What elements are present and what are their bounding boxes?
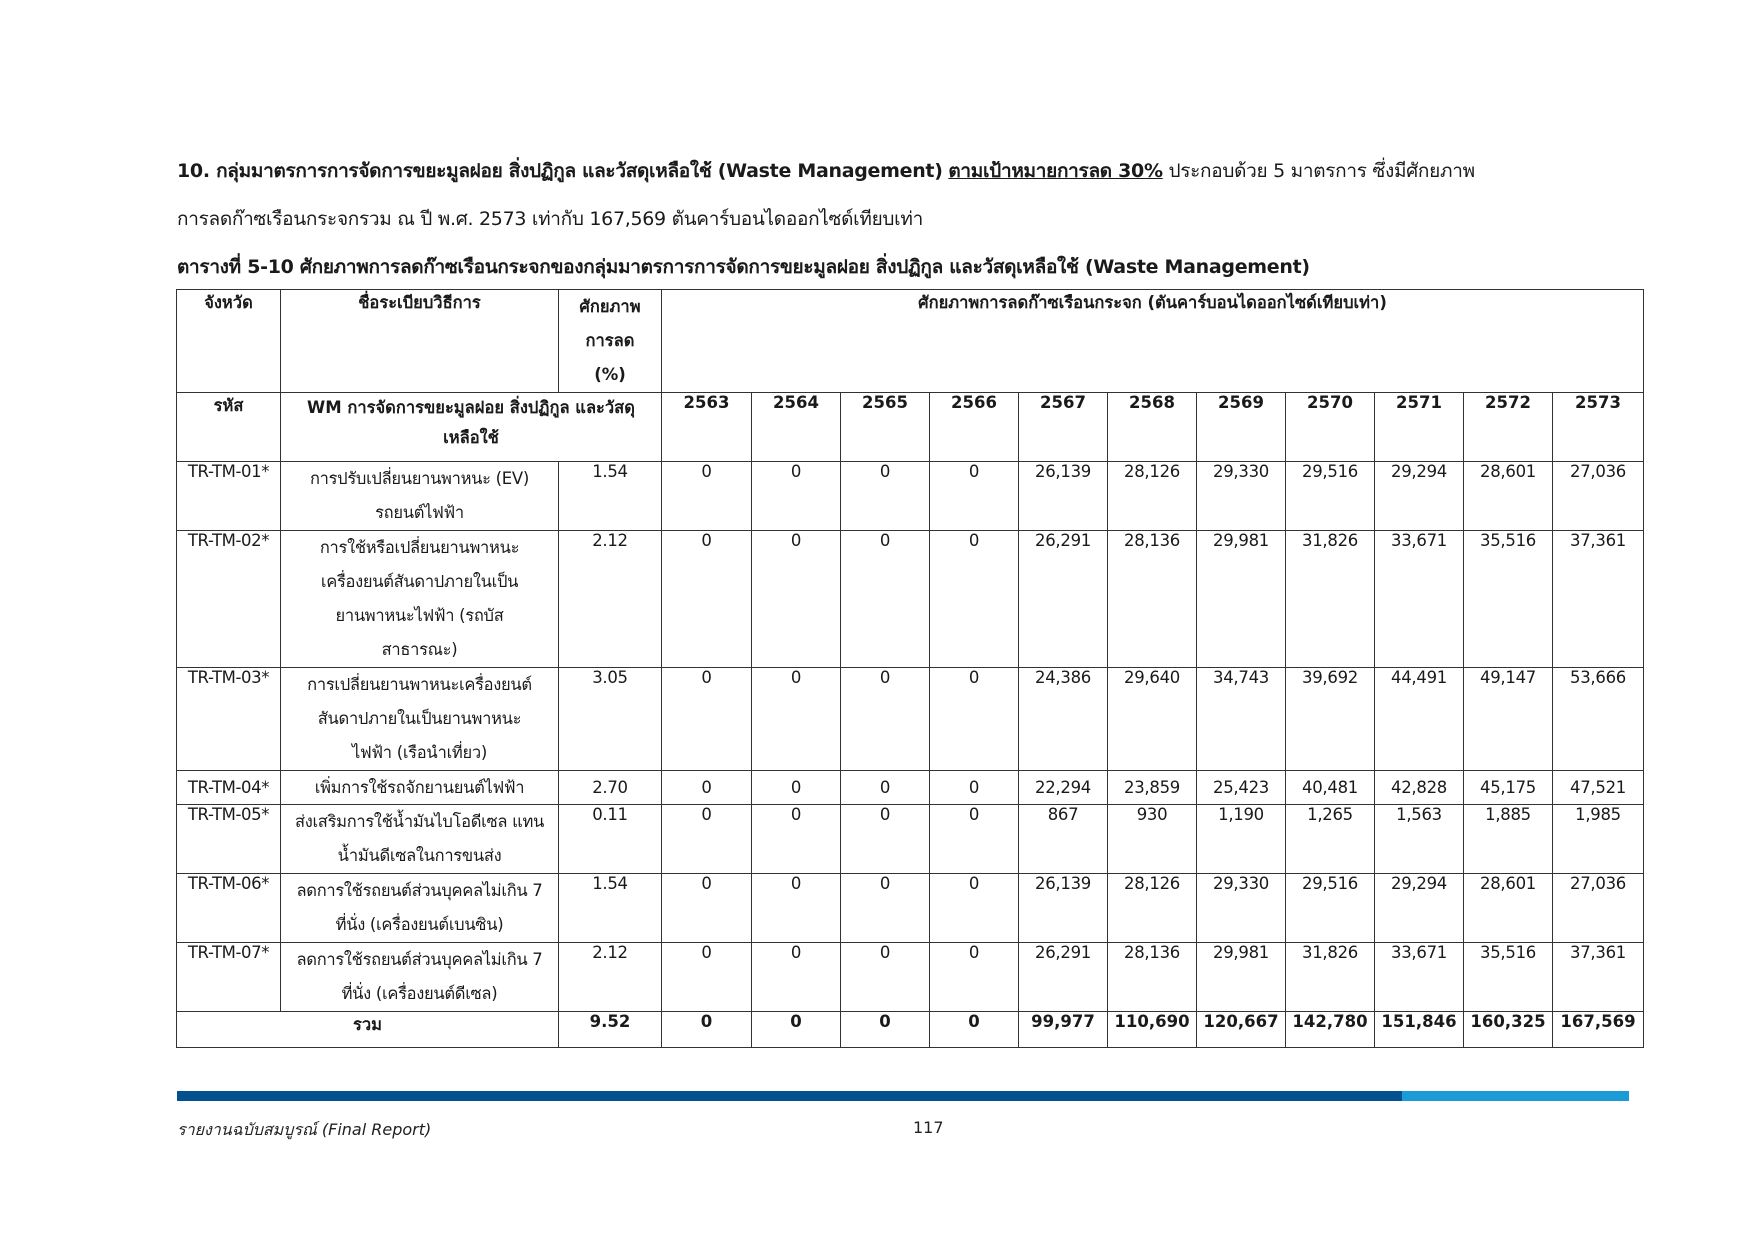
row-method-name [281, 943, 559, 1012]
row-percent: 2.70 [559, 771, 662, 805]
row-value: 867 [1019, 805, 1108, 874]
row-value: 28,136 [1108, 943, 1197, 1012]
row-value: 44,491 [1375, 668, 1464, 771]
footer-bar-dark [177, 1091, 1402, 1101]
header-potential-line1: ศักยภาพ [579, 297, 641, 316]
row-value: 34,743 [1197, 668, 1286, 771]
row-value: 27,036 [1553, 462, 1644, 531]
row-value: 0 [930, 668, 1019, 771]
row-method-name-line: สาธารณะ) [381, 640, 458, 659]
row-value: 47,521 [1553, 771, 1644, 805]
row-method-name [281, 531, 559, 668]
total-value: 160,325 [1464, 1012, 1553, 1048]
page-number: 117 [913, 1118, 944, 1137]
table-row [177, 771, 1644, 805]
total-value: 0 [752, 1012, 841, 1048]
table-row [177, 531, 1644, 668]
header-group [281, 393, 662, 462]
row-value: 1,265 [1286, 805, 1375, 874]
total-value: 99,977 [1019, 1012, 1108, 1048]
row-value: 28,601 [1464, 874, 1553, 943]
row-value: 0 [752, 771, 841, 805]
header-year: 2572 [1464, 393, 1553, 462]
row-value: 0 [841, 668, 930, 771]
row-value: 0 [841, 462, 930, 531]
row-value: 0 [930, 874, 1019, 943]
header-potential-line2: การลด [585, 331, 635, 350]
footer-bar-light [1402, 1091, 1629, 1101]
row-value: 39,692 [1286, 668, 1375, 771]
row-value: 26,139 [1019, 462, 1108, 531]
row-value: 29,516 [1286, 874, 1375, 943]
row-code: TR-TM-04* [177, 771, 281, 805]
header-code: รหัส [177, 393, 281, 462]
row-method-name-line: ลดการใช้รถยนต์ส่วนบุคคลไม่เกิน 7 [296, 950, 543, 969]
row-value: 0 [752, 874, 841, 943]
row-code: TR-TM-03* [177, 668, 281, 771]
row-value: 22,294 [1019, 771, 1108, 805]
row-value: 29,981 [1197, 943, 1286, 1012]
row-value: 31,826 [1286, 531, 1375, 668]
header-year: 2568 [1108, 393, 1197, 462]
row-value: 26,291 [1019, 531, 1108, 668]
header-year: 2569 [1197, 393, 1286, 462]
row-value: 28,126 [1108, 462, 1197, 531]
row-value: 0 [752, 668, 841, 771]
total-percent: 9.52 [559, 1012, 662, 1048]
intro-suffix: ประกอบด้วย 5 มาตรการ ซึ่งมีศักยภาพ [1168, 160, 1475, 182]
row-value: 37,361 [1553, 943, 1644, 1012]
row-method-name-line: ยานพาหนะไฟฟ้า (รถบัส [335, 606, 504, 625]
row-value: 1,885 [1464, 805, 1553, 874]
row-value: 0 [662, 771, 752, 805]
header-year: 2564 [752, 393, 841, 462]
total-value: 0 [930, 1012, 1019, 1048]
row-value: 0 [662, 874, 752, 943]
header-row-2 [177, 393, 1644, 462]
total-value: 120,667 [1197, 1012, 1286, 1048]
row-value: 27,036 [1553, 874, 1644, 943]
row-value: 29,516 [1286, 462, 1375, 531]
row-percent: 2.12 [559, 531, 662, 668]
row-value: 37,361 [1553, 531, 1644, 668]
row-value: 0 [662, 943, 752, 1012]
header-year: 2570 [1286, 393, 1375, 462]
row-value: 0 [662, 462, 752, 531]
table-row [177, 943, 1644, 1012]
row-value: 0 [841, 943, 930, 1012]
row-method-name-line: การเปลี่ยนยานพาหนะเครื่องยนต์ [307, 675, 532, 694]
total-value: 142,780 [1286, 1012, 1375, 1048]
row-value: 29,330 [1197, 462, 1286, 531]
row-value: 0 [930, 462, 1019, 531]
row-value: 0 [662, 805, 752, 874]
total-row [177, 1012, 1644, 1048]
footer-bar [177, 1091, 1629, 1101]
row-method-name-line: น้ำมันดีเซลในการขนส่ง [337, 846, 502, 865]
row-method-name [281, 462, 559, 531]
row-method-name [281, 771, 559, 805]
header-potential-line3: (%) [594, 365, 626, 384]
intro-line-1 [177, 156, 1475, 186]
row-method-name [281, 805, 559, 874]
row-method-name-line: สันดาปภายในเป็นยานพาหนะ [317, 709, 522, 728]
header-year: 2565 [841, 393, 930, 462]
row-method-name-line: เพิ่มการใช้รถจักยานยนต์ไฟฟ้า [314, 778, 525, 797]
header-province: จังหวัด [177, 290, 281, 393]
row-value: 0 [930, 531, 1019, 668]
header-year: 2563 [662, 393, 752, 462]
row-code: TR-TM-02* [177, 531, 281, 668]
row-method-name-line: การปรับเปลี่ยนยานพาหนะ (EV) [309, 469, 530, 488]
header-potential-percent [559, 290, 662, 393]
header-year: 2573 [1553, 393, 1644, 462]
row-value: 24,386 [1019, 668, 1108, 771]
row-value: 33,671 [1375, 531, 1464, 668]
row-value: 31,826 [1286, 943, 1375, 1012]
row-value: 29,330 [1197, 874, 1286, 943]
row-method-name [281, 874, 559, 943]
row-percent: 3.05 [559, 668, 662, 771]
row-value: 0 [752, 805, 841, 874]
row-value: 0 [752, 462, 841, 531]
row-code: TR-TM-07* [177, 943, 281, 1012]
total-value: 0 [662, 1012, 752, 1048]
row-percent: 1.54 [559, 462, 662, 531]
table-row [177, 874, 1644, 943]
row-method-name-line: ที่นั่ง (เครื่องยนต์เบนซิน) [335, 915, 504, 934]
row-method-name-line: ไฟฟ้า (เรือนำเที่ยว) [352, 743, 487, 762]
row-value: 0 [841, 805, 930, 874]
row-value: 0 [662, 531, 752, 668]
row-percent: 1.54 [559, 874, 662, 943]
row-value: 0 [841, 771, 930, 805]
row-percent: 2.12 [559, 943, 662, 1012]
row-value: 53,666 [1553, 668, 1644, 771]
header-method-name: ชื่อระเบียบวิธีการ [281, 290, 559, 393]
total-value: 0 [841, 1012, 930, 1048]
header-year: 2571 [1375, 393, 1464, 462]
row-method-name-line: รถยนต์ไฟฟ้า [375, 503, 464, 522]
header-group-line1: WM การจัดการขยะมูลฝอย สิ่งปฏิกูล และวัสดุ [307, 398, 635, 417]
table-caption: ตารางที่ 5-10 ศักยภาพการลดก๊าซเรือนกระจกของกลุ่มมาตรการการจัดการขยะมูลฝอย สิ่งปฏิกูล และวัสดุเหลือใช้ (Waste Management) [177, 256, 1310, 278]
row-value: 1,985 [1553, 805, 1644, 874]
footer-report-name: รายงานฉบับสมบูรณ์ (Final Report) [177, 1120, 432, 1139]
row-value: 0 [930, 943, 1019, 1012]
row-value: 28,601 [1464, 462, 1553, 531]
row-value: 1,190 [1197, 805, 1286, 874]
table-row [177, 462, 1644, 531]
header-row-1 [177, 290, 1644, 393]
table-row [177, 805, 1644, 874]
row-value: 29,294 [1375, 462, 1464, 531]
row-value: 35,516 [1464, 943, 1553, 1012]
row-value: 930 [1108, 805, 1197, 874]
row-value: 35,516 [1464, 531, 1553, 668]
row-code: TR-TM-06* [177, 874, 281, 943]
header-year: 2567 [1019, 393, 1108, 462]
row-value: 28,136 [1108, 531, 1197, 668]
row-value: 28,126 [1108, 874, 1197, 943]
row-value: 33,671 [1375, 943, 1464, 1012]
row-method-name-line: เครื่องยนต์สันดาปภายในเป็น [320, 572, 519, 591]
row-value: 40,481 [1286, 771, 1375, 805]
row-value: 0 [930, 771, 1019, 805]
row-value: 25,423 [1197, 771, 1286, 805]
total-label: รวม [177, 1012, 559, 1048]
row-method-name [281, 668, 559, 771]
row-percent: 0.11 [559, 805, 662, 874]
row-value: 0 [841, 531, 930, 668]
row-value: 0 [841, 874, 930, 943]
total-value: 110,690 [1108, 1012, 1197, 1048]
intro-line-2: การลดก๊าซเรือนกระจกรวม ณ ปี พ.ศ. 2573 เท่ากับ 167,569 ตันคาร์บอนไดออกไซด์เทียบเท่า [177, 208, 923, 230]
intro-target: ตามเป้าหมายการลด 30% [948, 160, 1163, 182]
ghg-reduction-table [176, 289, 1644, 1048]
row-value: 45,175 [1464, 771, 1553, 805]
row-code: TR-TM-05* [177, 805, 281, 874]
total-value: 167,569 [1553, 1012, 1644, 1048]
row-value: 29,294 [1375, 874, 1464, 943]
row-value: 26,139 [1019, 874, 1108, 943]
row-value: 0 [752, 943, 841, 1012]
row-value: 0 [930, 805, 1019, 874]
row-value: 49,147 [1464, 668, 1553, 771]
table-row [177, 668, 1644, 771]
intro-heading: 10. กลุ่มมาตรการการจัดการขยะมูลฝอย สิ่งปฏิกูล และวัสดุเหลือใช้ (Waste Management) [177, 160, 943, 182]
row-method-name-line: ลดการใช้รถยนต์ส่วนบุคคลไม่เกิน 7 [296, 881, 543, 900]
row-value: 0 [662, 668, 752, 771]
header-year: 2566 [930, 393, 1019, 462]
header-ghg-potential: ศักยภาพการลดก๊าซเรือนกระจก (ตันคาร์บอนไดออกไซด์เทียบเท่า) [662, 290, 1644, 393]
row-value: 42,828 [1375, 771, 1464, 805]
header-group-line2: เหลือใช้ [443, 428, 499, 447]
row-value: 26,291 [1019, 943, 1108, 1012]
row-method-name-line: ที่นั่ง (เครื่องยนต์ดีเซล) [341, 984, 498, 1003]
row-value: 23,859 [1108, 771, 1197, 805]
row-method-name-line: ส่งเสริมการใช้น้ำมันไบโอดีเซล แทน [294, 812, 545, 831]
row-value: 29,981 [1197, 531, 1286, 668]
row-code: TR-TM-01* [177, 462, 281, 531]
row-value: 1,563 [1375, 805, 1464, 874]
row-value: 0 [752, 531, 841, 668]
total-value: 151,846 [1375, 1012, 1464, 1048]
row-method-name-line: การใช้หรือเปลี่ยนยานพาหนะ [319, 538, 520, 557]
row-value: 29,640 [1108, 668, 1197, 771]
